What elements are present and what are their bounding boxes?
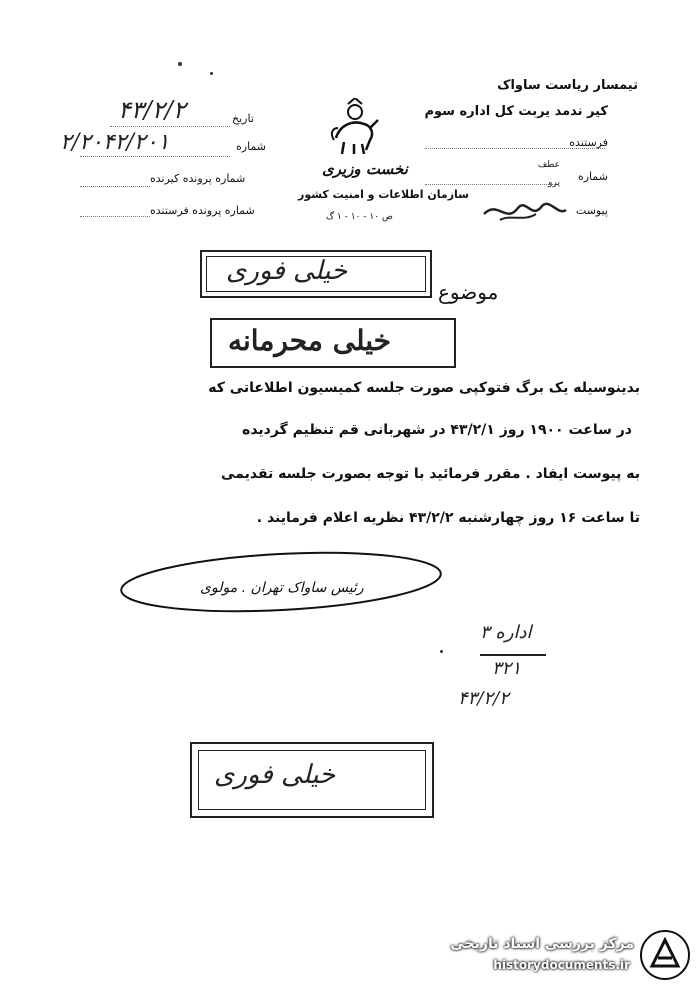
date-label: تاریخ: [232, 112, 254, 125]
recipient-file-dotted-line: [80, 186, 150, 187]
emblem-subtitle: سازمان اطلاعات و امنیت کشور: [298, 188, 469, 201]
department-number: ۳۲۱: [492, 658, 522, 679]
addressee-line-1: تیمسار ریاست ساواک: [497, 78, 638, 93]
stray-mark: [440, 650, 443, 653]
number-dotted-line: [80, 156, 230, 157]
department-note: اداره ۳: [480, 622, 532, 643]
classification-stamp: [210, 318, 456, 368]
classification-stamp-text: خیلی محرمانه: [228, 324, 391, 357]
emblem-title: نخست وزیری: [322, 160, 408, 178]
body-line: در ساعت ۱۹۰۰ روز ۴۳/۲/۱ در شهربانی قم تنظیم گردیده: [242, 422, 632, 438]
attachment-handwriting: [480, 194, 570, 226]
recipient-file-number-label: شماره پرونده کیرنده: [150, 172, 246, 185]
sender-file-number-label: شماره پرونده فرستنده: [150, 204, 255, 217]
department-date: ۴۳/۲/۲: [458, 688, 509, 709]
sender-label: فرستنده: [569, 136, 608, 149]
emblem-code: ص ۱۰ - ۱۰ - ۱ گ: [326, 212, 393, 222]
watermark-text-fa: مرکز بررسی اسناد تاریخی: [450, 936, 634, 952]
signature-line: رئیس ساواک تهران . مولوی: [200, 580, 364, 596]
note-divider: [480, 654, 546, 656]
number-value: ۲/۲۰۴۲/۲۰۱: [60, 130, 170, 155]
urgent-stamp-bottom-text: خیلی فوری: [214, 760, 336, 790]
urgent-stamp-top: [200, 250, 432, 298]
stray-mark: [210, 72, 213, 75]
reference-number-label: شماره: [577, 170, 608, 183]
reference-sublabel-top: عطف: [537, 160, 560, 170]
lion-and-sun-emblem-icon: [330, 98, 380, 158]
body-line: تا ساعت ۱۶ روز چهارشنبه ۴۳/۲/۲ نظریه اعلام فرمایند .: [256, 510, 640, 526]
urgent-stamp-bottom: [190, 742, 434, 818]
body-line: بدینوسیله یک برگ فتوکپی صورت جلسه کمیسیون اطلاعاتی که: [208, 380, 640, 396]
reference-dotted-line: [425, 184, 555, 185]
date-value: ۴۳/۲/۲: [118, 96, 186, 124]
addressee-line-2: کیر ندمد یربت کل اداره سوم: [424, 104, 608, 119]
sender-file-dotted-line: [80, 216, 150, 217]
body-line: به پیوست ایفاد . مقرر فرمائید با توجه بصورت جلسه تقدیمی: [221, 466, 640, 482]
number-label: شماره: [236, 140, 267, 153]
watermark: [410, 926, 700, 986]
subject-label: موضوع: [438, 280, 499, 304]
urgent-stamp-top-text: خیلی فوری: [226, 256, 348, 286]
watermark-text-en: historydocuments.ir: [493, 958, 630, 972]
reference-sublabel-bottom: پرو: [548, 178, 560, 188]
attachment-label: پیوست: [575, 204, 608, 217]
stray-mark: [178, 62, 182, 66]
date-dotted-line: [110, 126, 230, 127]
archive-logo-icon: [638, 928, 692, 982]
sender-dotted-line: [425, 148, 605, 149]
